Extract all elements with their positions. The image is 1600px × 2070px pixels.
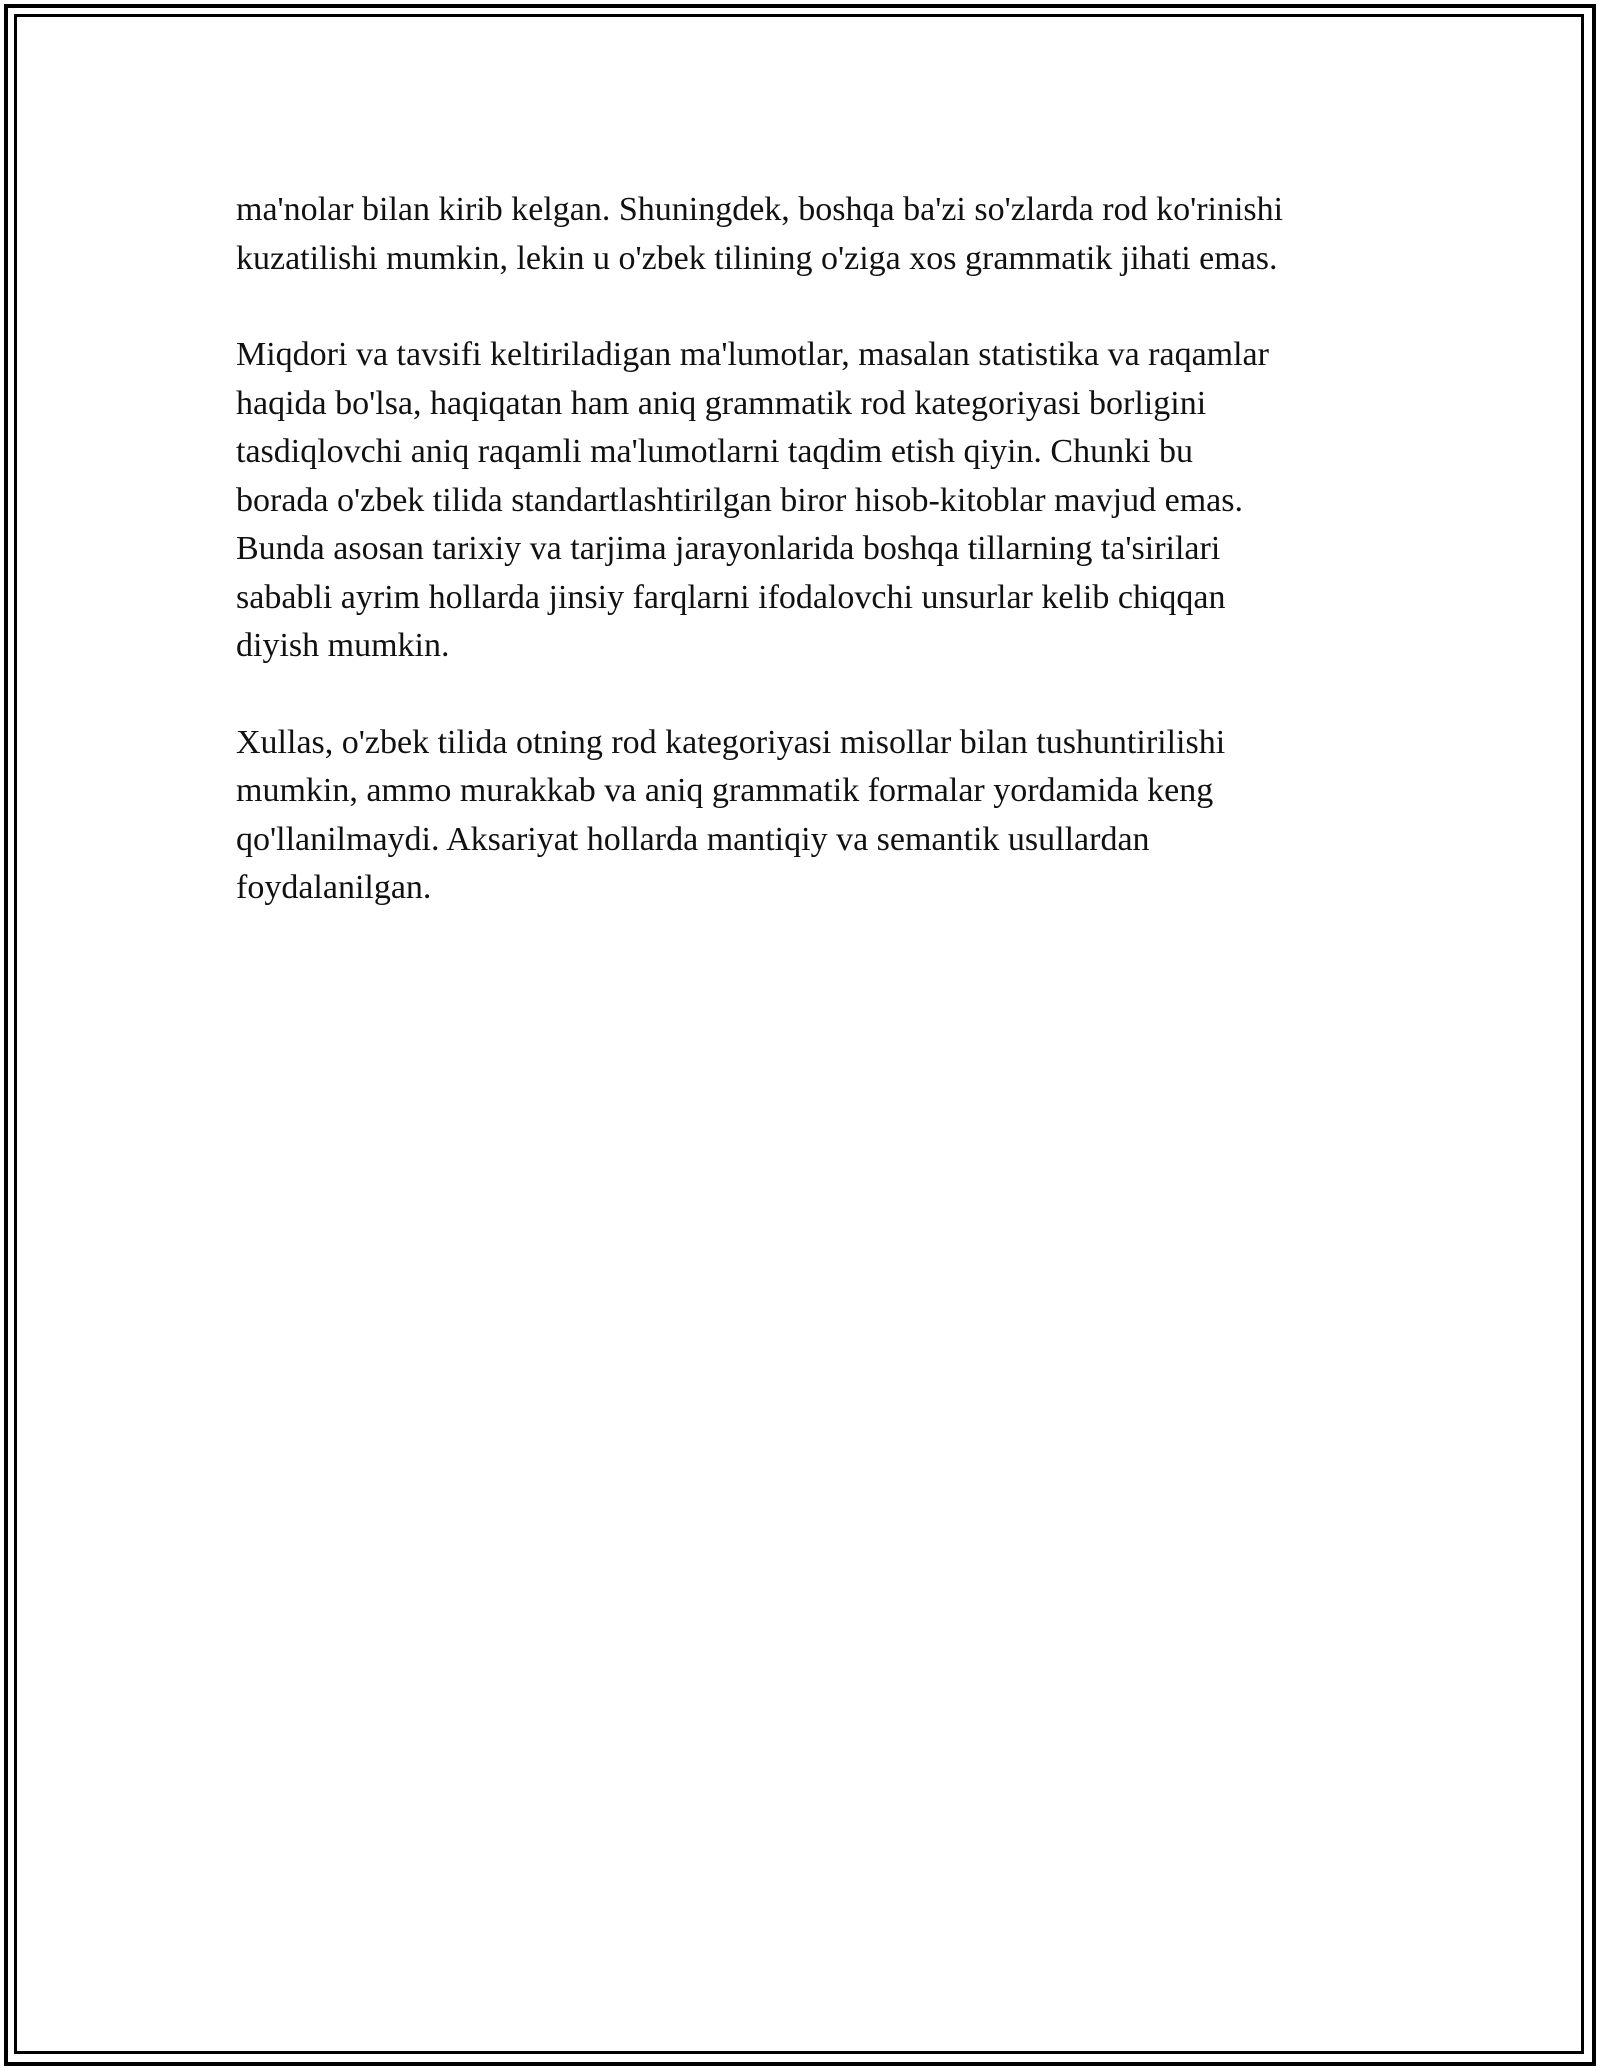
paragraph-2: Miqdori va tavsifi keltiriladigan ma'lumotlar, masalan statistika va raqamlar haqida bo'lsa, haqiqatan ham aniq grammatik rod kategoriyasi borligini tasdiqlovchi aniq raqamli ma'lumotlarni taqdim etish qiyin. Chunki bu borada o'zbek tilida standartlashtirilgan biror hisob-kitoblar mavjud emas. Bunda asosan tarixiy va tarjima jarayonlarida boshqa tillarning ta'sirilari sababli ayrim hollarda jinsiy farqlarni ifodalovchi unsurlar kelib chiqqan diyish mumkin.: [236, 336, 1269, 664]
document-body: [236, 186, 1386, 961]
paragraph-3: Xullas, o'zbek tilida otning rod kategoriyasi misollar bilan tushuntirilishi mumkin, ammo murakkab va aniq grammatik formalar yordamida keng qo'llanilmaydi. Aksariyat hollarda mantiqiy va semantik usullardan foydalanilgan.: [236, 723, 1226, 906]
paragraph-1: ma'nolar bilan kirib kelgan. Shuningdek, boshqa ba'zi so'zlarda rod ko'rinishi kuzatilishi mumkin, lekin u o'zbek tilining o'ziga xos grammatik jihati emas.: [236, 191, 1284, 277]
